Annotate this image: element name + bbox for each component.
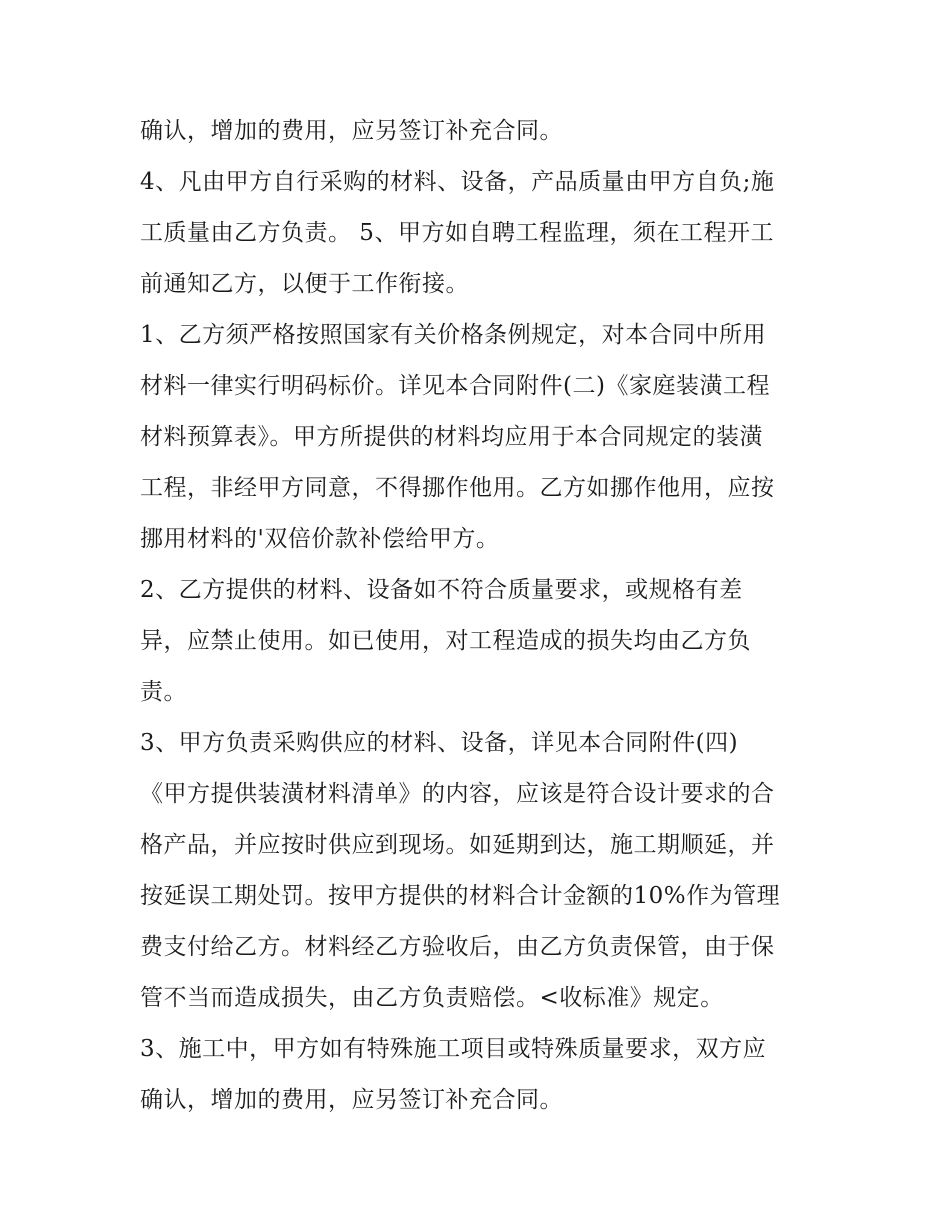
text-line: 3、施工中，甲方如有特殊施工项目或特殊质量要求，双方应	[140, 1036, 767, 1062]
text-line: 按延误工期处罚。按甲方提供的材料合计金额的10%作为管理	[140, 883, 781, 909]
text-line: 异，应禁止使用。如已使用，对工程造成的损失均由乙方负	[140, 628, 751, 654]
text-line: 前通知乙方，以便于工作衔接。	[140, 271, 469, 297]
text-line: 工质量由乙方负责。 5、甲方如自聘工程监理，须在工程开工	[140, 220, 774, 246]
paragraph-5	[140, 718, 820, 1024]
text-line: 3、甲方负责采购供应的材料、设备，详见本合同附件(四)	[140, 730, 739, 756]
paragraph-1	[140, 106, 820, 157]
text-line: 1、乙方须严格按照国家有关价格条例规定，对本合同中所用	[140, 322, 767, 348]
text-line: 材料一律实行明码标价。详见本合同附件(二)《家庭装潢工程	[140, 373, 770, 399]
text-line: 格产品，并应按时供应到现场。如延期到达，施工期顺延，并	[140, 832, 775, 858]
text-line: 挪用材料的'双倍价款补偿给甲方。	[140, 526, 500, 552]
text-line: 工程，非经甲方同意，不得挪作他用。乙方如挪作他用，应按	[140, 475, 775, 501]
text-line: 4、凡由甲方自行采购的材料、设备，产品质量由甲方自负;施	[140, 169, 775, 195]
paragraph-4	[140, 565, 820, 718]
document-body	[140, 106, 820, 1126]
text-line: 确认，增加的费用，应另签订补充合同。	[140, 118, 563, 144]
text-line: 《甲方提供装潢材料清单》的内容，应该是符合设计要求的合	[140, 781, 775, 807]
text-line: 材料预算表》。甲方所提供的材料均应用于本合同规定的装潢	[140, 424, 763, 450]
text-line: 2、乙方提供的材料、设备如不符合质量要求，或规格有差	[140, 577, 743, 603]
text-line: 管不当而造成损失，由乙方负责赔偿。<收标准》规定。	[140, 985, 724, 1011]
text-line: 责。	[140, 679, 187, 705]
paragraph-3	[140, 310, 820, 565]
paragraph-6	[140, 1024, 820, 1126]
paragraph-2	[140, 157, 820, 310]
text-line: 费支付给乙方。材料经乙方验收后，由乙方负责保管，由于保	[140, 934, 775, 960]
text-line: 确认，增加的费用，应另签订补充合同。	[140, 1087, 563, 1113]
